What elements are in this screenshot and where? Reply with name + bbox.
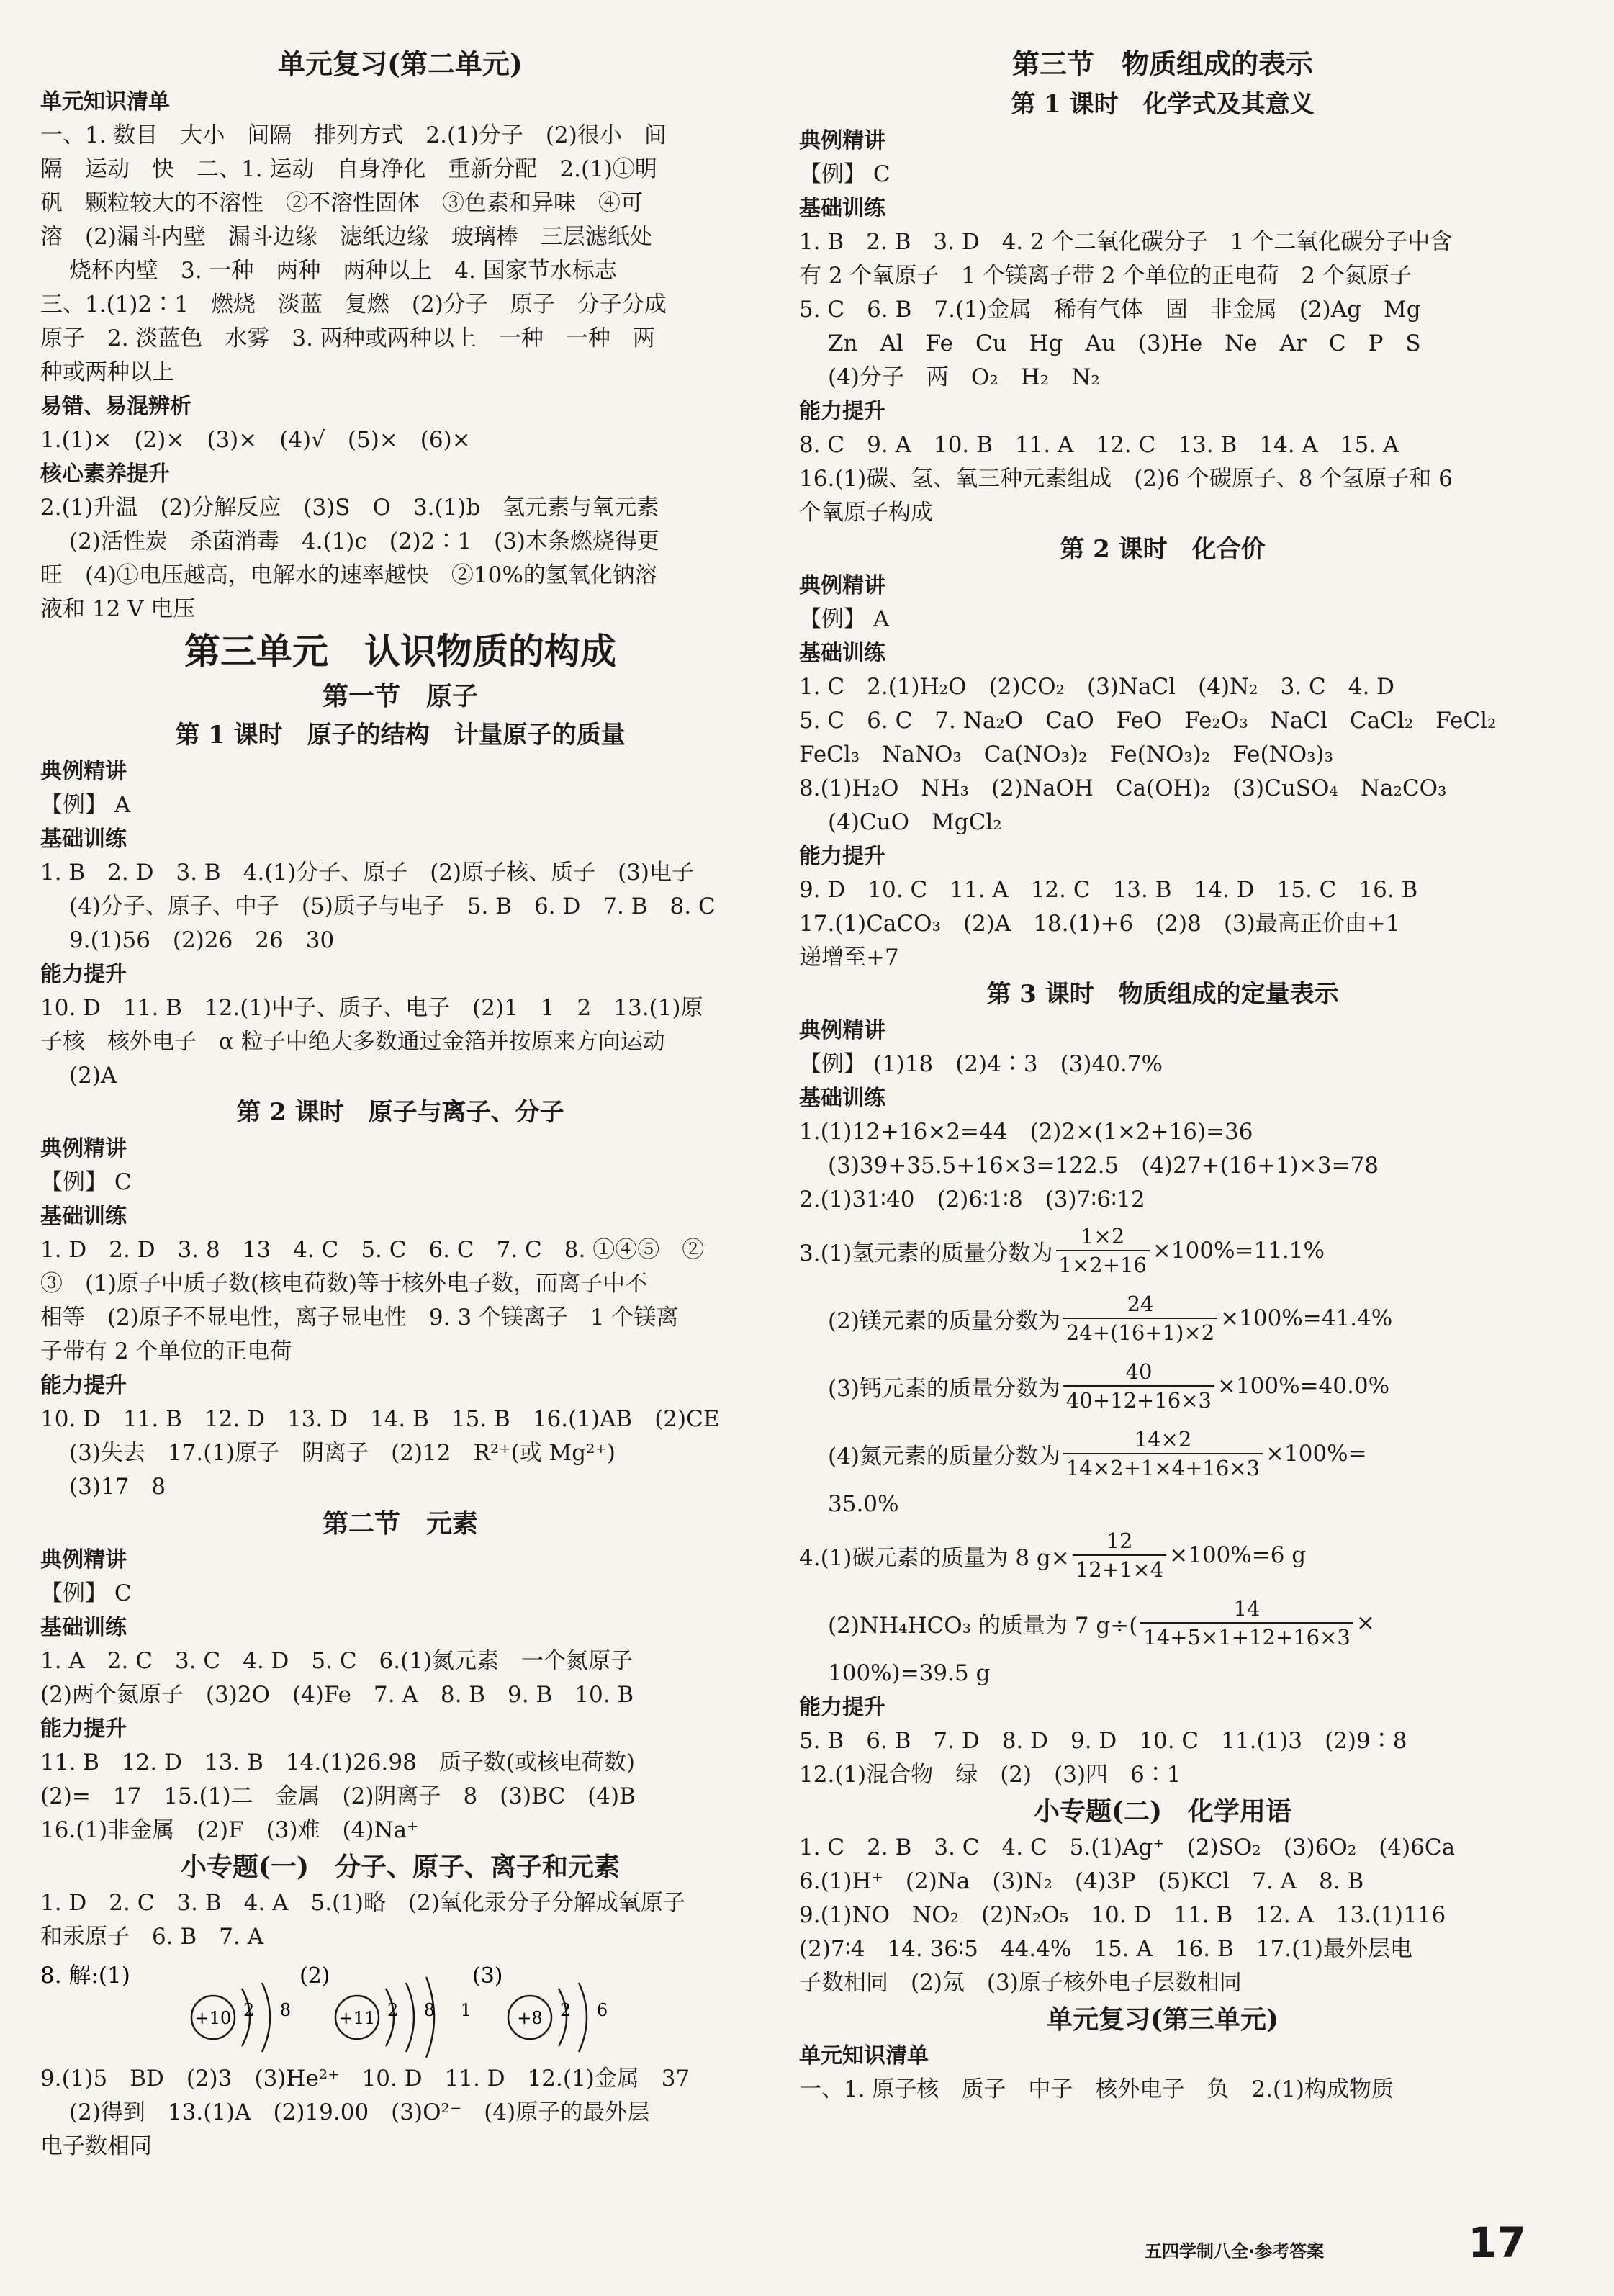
formula-line bbox=[799, 1217, 1526, 1284]
subsection-label: 能力提升 bbox=[40, 1716, 127, 1742]
answer-line: 5. C 6. C 7. Na₂O CaO FeO Fe₂O₃ NaCl CaCl₂ FeCl₂ bbox=[799, 708, 1497, 734]
section-heading: 单元复习(第二单元) bbox=[278, 48, 523, 80]
answer-line: 三、1.(1)2∶1 燃烧 淡蓝 复燃 (2)分子 原子 分子分成 bbox=[40, 292, 667, 318]
section-heading: 第 2 课时 化合价 bbox=[1060, 535, 1266, 564]
answer-line: 10. D 11. B 12.(1)中子、质子、电子 (2)1 1 2 13.(1)原 bbox=[40, 995, 703, 1021]
formula-suffix: ×100%=41.4% bbox=[1220, 1305, 1393, 1331]
atom-structure-svg bbox=[40, 1954, 760, 2062]
section-heading: 小专题(一) 分子、原子、离子和元素 bbox=[180, 1852, 621, 1882]
formula-suffix: ×100%=6 g bbox=[1169, 1542, 1307, 1568]
answer-line: 11. B 12. D 13. B 14.(1)26.98 质子数(或核电荷数) bbox=[40, 1750, 636, 1775]
formula-line bbox=[799, 1420, 1526, 1487]
subsection-label: 能力提升 bbox=[799, 844, 885, 869]
right-column bbox=[799, 43, 1526, 2107]
fraction-denominator: 24+(16+1)×2 bbox=[1063, 1318, 1217, 1346]
answer-line: 子核 核外电子 α 粒子中绝大多数通过金箔并按原来方向运动 bbox=[40, 1029, 665, 1055]
formula-line bbox=[799, 1589, 1526, 1657]
fraction-denominator: 40+12+16×3 bbox=[1063, 1385, 1214, 1414]
answer-line: 子数相同 (2)氖 (3)原子核外电子层数相同 bbox=[799, 1970, 1242, 1996]
answer-line: 相等 (2)原子不显电性，离子显电性 9. 3 个镁离子 1 个镁离 bbox=[40, 1305, 679, 1331]
formula-prefix: 4.(1)碳元素的质量为 8 g× bbox=[799, 1544, 1070, 1571]
fraction bbox=[1063, 1358, 1214, 1414]
answer-line: 液和 12 V 电压 bbox=[40, 596, 196, 622]
subsection-label: 基础训练 bbox=[799, 196, 885, 221]
answer-line: 烧杯内壁 3. 一种 两种 两种以上 4. 国家节水标志 bbox=[69, 258, 617, 284]
answer-line: 5. B 6. B 7. D 8. D 9. D 10. C 11.(1)3 (2)9∶8 bbox=[799, 1728, 1407, 1754]
answer-line: 【例】 C bbox=[40, 1169, 132, 1195]
formula-suffix: × bbox=[1356, 1610, 1375, 1636]
formula-prefix: (2)NH₄HCO₃ 的质量为 7 g÷( bbox=[828, 1612, 1138, 1639]
section-heading: 小专题(二) 化学用语 bbox=[1033, 1796, 1292, 1827]
section-heading: 第 1 课时 原子的结构 计量原子的质量 bbox=[175, 721, 626, 749]
answer-line: 10. D 11. B 12. D 13. D 14. B 15. B 16.(1)AB (2)CE bbox=[40, 1406, 720, 1432]
subsection-label: 单元知识清单 bbox=[40, 89, 170, 114]
section-heading: 第 1 课时 化学式及其意义 bbox=[1011, 90, 1315, 119]
subsection-label: 核心素养提升 bbox=[40, 462, 170, 487]
answer-line: 有 2 个氧原子 1 个镁离子带 2 个单位的正电荷 2 个氮原子 bbox=[799, 263, 1412, 289]
formula-prefix: 3.(1)氢元素的质量分数为 bbox=[799, 1240, 1053, 1266]
answer-line: 旺 (4)①电压越高，电解水的速率越快 ②10%的氢氧化钠溶 bbox=[40, 562, 657, 588]
answer-line: (2)A bbox=[69, 1063, 117, 1089]
answer-line: 16.(1)碳、氢、氧三种元素组成 (2)6 个碳原子、8 个氢原子和 6 bbox=[799, 466, 1453, 492]
subsection-label: 能力提升 bbox=[40, 962, 127, 987]
answer-line: 一、1. 数目 大小 间隔 排列方式 2.(1)分子 (2)很小 间 bbox=[40, 122, 667, 148]
answer-line: 矾 颗粒较大的不溶性 ②不溶性固体 ③色素和异味 ④可 bbox=[40, 190, 643, 216]
formula-prefix: (2)镁元素的质量分数为 bbox=[828, 1307, 1060, 1334]
answer-line: 9.(1)5 BD (2)3 (3)He²⁺ 10. D 11. D 12.(1)金属 37 bbox=[40, 2066, 690, 2092]
answer-line: 个氧原子构成 bbox=[799, 500, 933, 526]
electron-counts: 2 6 bbox=[560, 2000, 618, 2020]
fraction-numerator: 14×2 bbox=[1134, 1427, 1192, 1451]
subsection-label: 典例精讲 bbox=[40, 1136, 127, 1161]
subsection-label: 典例精讲 bbox=[799, 128, 885, 153]
section-heading: 第二节 元素 bbox=[322, 1508, 478, 1539]
subsection-label: 能力提升 bbox=[40, 1373, 127, 1398]
section-heading: 第 2 课时 原子与离子、分子 bbox=[236, 1098, 564, 1127]
fraction-numerator: 40 bbox=[1125, 1359, 1153, 1384]
answer-line: (2)两个氮原子 (3)2O (4)Fe 7. A 8. B 9. B 10. B bbox=[40, 1682, 634, 1708]
answer-line: (4)分子、原子、中子 (5)质子与电子 5. B 6. D 7. B 8. C bbox=[69, 893, 716, 919]
answer-line: (4)分子 两 O₂ H₂ N₂ bbox=[828, 364, 1100, 390]
section-heading: 第三节 物质组成的表示 bbox=[1011, 48, 1313, 80]
answer-line: 6.(1)H⁺ (2)Na (3)N₂ (4)3P (5)KCl 7. A 8. B bbox=[799, 1868, 1364, 1894]
section-heading: 第一节 原子 bbox=[322, 681, 478, 711]
fraction bbox=[1056, 1223, 1150, 1279]
answer-line: 8. C 9. A 10. B 11. A 12. C 13. B 14. A 15. A bbox=[799, 432, 1399, 458]
formula-suffix: ×100%=40.0% bbox=[1217, 1373, 1390, 1399]
fraction-numerator: 14 bbox=[1233, 1596, 1261, 1621]
answer-line: (4)CuO MgCl₂ bbox=[828, 809, 1002, 835]
atom-label: (2) bbox=[299, 1963, 330, 1989]
atom-label: (3) bbox=[472, 1963, 503, 1989]
fraction-numerator: 12 bbox=[1106, 1529, 1133, 1553]
answer-line: 8.(1)H₂O NH₃ (2)NaOH Ca(OH)₂ (3)CuSO₄ Na₂CO₃ bbox=[799, 775, 1447, 801]
answer-line: 子带有 2 个单位的正电荷 bbox=[40, 1338, 292, 1364]
answer-line: 1.(1)× (2)× (3)× (4)√ (5)× (6)× bbox=[40, 427, 471, 453]
atom-diagrams bbox=[40, 1954, 760, 2062]
answer-line: 【例】 A bbox=[40, 792, 131, 818]
fraction-denominator: 14+5×1+12+16×3 bbox=[1140, 1622, 1353, 1651]
answer-line: 2.(1)升温 (2)分解反应 (3)S O 3.(1)b 氢元素与氧元素 bbox=[40, 495, 659, 521]
answer-line: Zn Al Fe Cu Hg Au (3)He Ne Ar C P S bbox=[828, 330, 1421, 356]
answer-line: 9.(1)NO NO₂ (2)N₂O₅ 10. D 11. B 12. A 13.(1)116 bbox=[799, 1902, 1446, 1928]
fraction-numerator: 1×2 bbox=[1081, 1224, 1125, 1248]
fraction-denominator: 1×2+16 bbox=[1056, 1250, 1150, 1279]
answer-line: 1. C 2.(1)H₂O (2)CO₂ (3)NaCl (4)N₂ 3. C 4. D bbox=[799, 674, 1395, 700]
subsection-label: 基础训练 bbox=[799, 1086, 885, 1111]
page-footer bbox=[1145, 2218, 1533, 2268]
answer-line: (2)= 17 15.(1)二 金属 (2)阴离子 8 (3)BC (4)B bbox=[40, 1783, 636, 1809]
answer-line: 100%)=39.5 g bbox=[828, 1660, 991, 1686]
answer-line: 【例】 C bbox=[40, 1580, 132, 1606]
electron-counts: 2 8 1 bbox=[387, 2000, 482, 2020]
answer-line: 隔 运动 快 二、1. 运动 自身净化 重新分配 2.(1)①明 bbox=[40, 156, 657, 182]
fraction bbox=[1140, 1595, 1353, 1651]
answer-line: 递增至+7 bbox=[799, 945, 899, 971]
answer-line: 一、1. 原子核 质子 中子 核外电子 负 2.(1)构成物质 bbox=[799, 2076, 1394, 2102]
section-heading: 第 3 课时 物质组成的定量表示 bbox=[986, 980, 1339, 1009]
answer-line: 电子数相同 bbox=[40, 2133, 152, 2159]
answer-line: (2)活性炭 杀菌消毒 4.(1)c (2)2∶1 (3)木条燃烧得更 bbox=[69, 528, 660, 554]
answer-line: 16.(1)非金属 (2)F (3)难 (4)Na⁺ bbox=[40, 1817, 419, 1843]
subsection-label: 能力提升 bbox=[799, 1695, 885, 1720]
subsection-label: 典例精讲 bbox=[40, 759, 127, 784]
subsection-label: 基础训练 bbox=[40, 1615, 127, 1640]
formula-line bbox=[799, 1352, 1526, 1420]
answer-line: 1. A 2. C 3. C 4. D 5. C 6.(1)氮元素 一个氮原子 bbox=[40, 1648, 634, 1674]
fraction-denominator: 14×2+1×4+16×3 bbox=[1063, 1453, 1263, 1482]
formula-prefix: (4)氮元素的质量分数为 bbox=[828, 1443, 1060, 1469]
answer-line: 1. C 2. B 3. C 4. C 5.(1)Ag⁺ (2)SO₂ (3)6O₂ (4)6Ca bbox=[799, 1834, 1456, 1860]
answer-line: (2)7∶4 14. 36∶5 44.4% 15. A 16. B 17.(1)最外层电 bbox=[799, 1936, 1412, 1962]
answer-line: 【例】 A bbox=[799, 606, 890, 632]
nucleus-charge: +11 bbox=[338, 2008, 376, 2028]
answer-line: 1. D 2. C 3. B 4. A 5.(1)略 (2)氧化汞分子分解成氧原子 bbox=[40, 1890, 685, 1916]
answer-line: 9. D 10. C 11. A 12. C 13. B 14. D 15. C 16. B bbox=[799, 877, 1418, 903]
answer-line: 12.(1)混合物 绿 (2) (3)四 6∶1 bbox=[799, 1762, 1181, 1788]
answer-line: 2.(1)31∶40 (2)6∶1∶8 (3)7∶6∶12 bbox=[799, 1187, 1145, 1212]
subsection-label: 基础训练 bbox=[40, 827, 127, 852]
fraction bbox=[1073, 1527, 1166, 1583]
fraction-numerator: 24 bbox=[1127, 1292, 1154, 1316]
answer-line: 【例】 (1)18 (2)4∶3 (3)40.7% bbox=[799, 1051, 1163, 1077]
answer-line: (3)失去 17.(1)原子 阴离子 (2)12 R²⁺(或 Mg²⁺) bbox=[69, 1440, 616, 1466]
answer-line: (2)得到 13.(1)A (2)19.00 (3)O²⁻ (4)原子的最外层 bbox=[69, 2099, 650, 2125]
answer-line: 和汞原子 6. B 7. A bbox=[40, 1924, 264, 1950]
answer-line: 【例】 C bbox=[799, 161, 891, 187]
subsection-label: 基础训练 bbox=[40, 1204, 127, 1229]
answer-line: (3)39+35.5+16×3=122.5 (4)27+(16+1)×3=78 bbox=[828, 1153, 1379, 1179]
answer-line: 溶 (2)漏斗内壁 漏斗边缘 滤纸边缘 玻璃棒 三层滤纸处 bbox=[40, 224, 652, 250]
answer-line: 1. B 2. B 3. D 4. 2 个二氧化碳分子 1 个二氧化碳分子中含 bbox=[799, 229, 1453, 255]
answer-line: FeCl₃ NaNO₃ Ca(NO₃)₂ Fe(NO₃)₂ Fe(NO₃)₃ bbox=[799, 742, 1334, 767]
subsection-label: 单元知识清单 bbox=[799, 2043, 929, 2068]
fraction bbox=[1063, 1426, 1263, 1482]
answer-line: ③ (1)原子中质子数(核电荷数)等于核外电子数，而离子中不 bbox=[40, 1271, 648, 1297]
answer-line: 35.0% bbox=[828, 1491, 899, 1517]
answer-line: 1. D 2. D 3. 8 13 4. C 5. C 6. C 7. C 8. ①④⑤ ② bbox=[40, 1237, 705, 1263]
electron-counts: 2 8 bbox=[243, 2000, 302, 2020]
nucleus-charge: +10 bbox=[194, 2008, 232, 2028]
answer-line: 1. B 2. D 3. B 4.(1)分子、原子 (2)原子核、质子 (3)电子 bbox=[40, 860, 695, 886]
answer-line: 种或两种以上 bbox=[40, 359, 174, 385]
answer-line: 原子 2. 淡蓝色 水雾 3. 两种或两种以上 一种 一种 两 bbox=[40, 325, 655, 351]
formula-suffix: ×100%=11.1% bbox=[1152, 1238, 1325, 1264]
formula-line bbox=[799, 1521, 1526, 1589]
subsection-label: 典例精讲 bbox=[799, 573, 885, 598]
section-heading: 第三单元 认识物质的构成 bbox=[184, 630, 616, 672]
subsection-label: 易错、易混辨析 bbox=[40, 394, 191, 419]
fraction bbox=[1063, 1290, 1217, 1346]
answer-line: 9.(1)56 (2)26 26 30 bbox=[69, 927, 335, 953]
fraction-denominator: 12+1×4 bbox=[1073, 1554, 1166, 1583]
nucleus-charge: +8 bbox=[517, 2008, 543, 2028]
answer-line: 5. C 6. B 7.(1)金属 稀有气体 固 非金属 (2)Ag Mg bbox=[799, 297, 1421, 323]
subsection-label: 基础训练 bbox=[799, 641, 885, 666]
subsection-label: 典例精讲 bbox=[799, 1018, 885, 1043]
formula-line bbox=[799, 1284, 1526, 1352]
formula-prefix: (3)钙元素的质量分数为 bbox=[828, 1375, 1060, 1402]
subsection-label: 能力提升 bbox=[799, 399, 885, 424]
answer-line: (3)17 8 bbox=[69, 1474, 166, 1500]
section-heading: 单元复习(第三单元) bbox=[1046, 2004, 1279, 2035]
question-8-label: 8. 解:(1) bbox=[40, 1963, 130, 1989]
formula-suffix: ×100%= bbox=[1266, 1441, 1367, 1467]
answer-line: 1.(1)12+16×2=44 (2)2×(1×2+16)=36 bbox=[799, 1119, 1253, 1145]
footer-text: 五四学制八全·参考答案 bbox=[1145, 2241, 1325, 2261]
subsection-label: 典例精讲 bbox=[40, 1547, 127, 1572]
page-number: 17 bbox=[1468, 2218, 1526, 2267]
left-column bbox=[40, 43, 760, 2164]
answer-line: 17.(1)CaCO₃ (2)A 18.(1)+6 (2)8 (3)最高正价由+1 bbox=[799, 911, 1400, 937]
